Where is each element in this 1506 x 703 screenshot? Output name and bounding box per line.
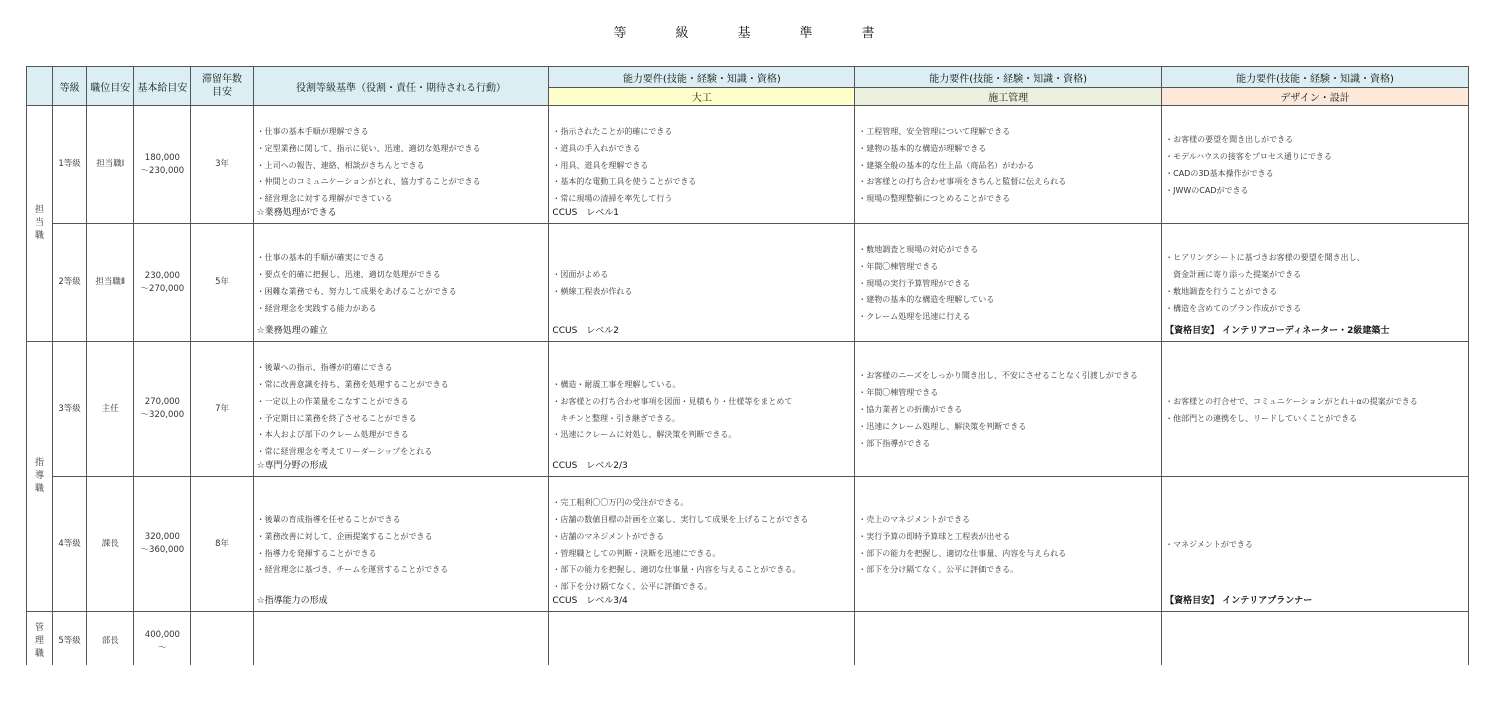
- criteria-item: ・基本的な電動工具を使うことができる: [552, 177, 697, 187]
- criteria-item: ・指示されたことが的確にできる: [552, 126, 673, 136]
- daiku-criteria-cell: [549, 106, 855, 224]
- design-criteria-cell: [1162, 342, 1469, 477]
- seko-criteria-cell: [855, 612, 1162, 672]
- page-title: 等 級 基 準 書: [613, 26, 893, 41]
- design-criteria-cell: [1162, 224, 1469, 342]
- role-criteria-footnote: ☆指導能力の形成: [256, 596, 328, 607]
- job-category-char: 当: [35, 218, 45, 228]
- design-criteria-list: [1162, 129, 1468, 200]
- seko-criteria-cell: [855, 342, 1162, 477]
- table-row: [27, 342, 1469, 477]
- criteria-item: ・本人および部下のクレーム処理ができる: [256, 430, 409, 440]
- design-criteria-cell: [1162, 106, 1469, 224]
- criteria-item: キチンと整理・引き継ぎできる。: [552, 413, 681, 423]
- daiku-criteria-cell: [549, 477, 855, 612]
- daiku-criteria-footnote: CCUS レベル2: [552, 326, 620, 337]
- job-category-cell: [27, 342, 53, 612]
- criteria-item: ・他部門との連携をし、リードしていくことができる: [1165, 413, 1358, 423]
- header-ability-seko: 能力要件(技能・経験・知識・資格): [855, 67, 1162, 88]
- daiku-criteria-list: [549, 374, 854, 445]
- salary-line: ～230,000: [140, 165, 185, 176]
- position-cell: 担当職Ⅱ: [87, 224, 134, 342]
- criteria-item: ・建築全般の基本的な仕上品（商品名）がわかる: [858, 160, 1035, 170]
- criteria-item: ・常に現場の清掃を率先して行う: [552, 194, 673, 204]
- job-category-char: 担: [35, 205, 45, 215]
- job-category-char: 職: [35, 649, 45, 659]
- years-cell: 7年: [191, 342, 253, 477]
- salary-cell: [134, 342, 191, 477]
- criteria-item: ・お客様との打ち合わせ事項を図面・見積もり・仕様等をまとめて: [552, 396, 793, 406]
- criteria-item: ・上司への報告、連絡、相談がきちんとできる: [256, 160, 425, 170]
- daiku-criteria-cell: [549, 224, 855, 342]
- criteria-item: ・お客様との打ち合わせ事項をきちんと監督に伝えられる: [858, 177, 1067, 187]
- criteria-item: ・一定以上の作業量をこなすことができる: [256, 396, 409, 406]
- salary-line: 230,000: [144, 270, 180, 281]
- criteria-item: ・部下の能力を把握し、適切な仕事量・内容を与えることができる。: [552, 565, 801, 575]
- criteria-item: ・工程管理、安全管理について理解できる: [858, 126, 1011, 136]
- criteria-item: ・敷地調査と現場の対応ができる: [858, 244, 979, 254]
- criteria-item: ・部下を分け隔てなく、公平に評価できる。: [552, 582, 713, 592]
- position-cell: 主任: [87, 342, 134, 477]
- header-blank: [27, 67, 53, 106]
- role-criteria-list: [254, 509, 549, 580]
- criteria-item: ・常に改善意識を持ち、業務を処理することができる: [256, 379, 449, 389]
- criteria-item: ・迅速にクレーム処理し、解決策を判断できる: [858, 421, 1027, 431]
- salary-line: 400,000: [144, 629, 180, 640]
- design-criteria-footnote: 【資格目安】 インテリアコーディネーター・2級建築士: [1165, 326, 1390, 337]
- grade-cell: 1等級: [53, 106, 87, 224]
- criteria-item: ・実行予算の即時予算球と工程表が出せる: [858, 531, 1011, 541]
- job-category-char: 職: [35, 231, 45, 241]
- criteria-item: ・後輩への指示、指導が的確にできる: [256, 362, 393, 372]
- salary-cell: [134, 224, 191, 342]
- criteria-item: ・迅速にクレームに対処し、解決策を判断できる。: [552, 430, 737, 440]
- criteria-item: ・図面がよめる: [552, 270, 609, 280]
- criteria-item: ・経営理念に基づき、チームを運営することができる: [256, 565, 449, 575]
- criteria-item: ・建物の基本的な構造が理解できる: [858, 143, 987, 153]
- salary-line: ～320,000: [140, 410, 185, 420]
- header-role: 役割等級基準（役割・責任・期待される行動）: [253, 67, 549, 106]
- criteria-item: ・用具、道具を理解できる: [552, 160, 649, 170]
- role-criteria-footnote: ☆業務処理の確立: [256, 326, 328, 337]
- salary-cell: [134, 106, 191, 224]
- job-category-char: 導: [35, 471, 45, 481]
- criteria-item: ・モデルハウスの接客をプロセス通りにできる: [1165, 152, 1332, 162]
- criteria-item: ・道具の手入れができる: [552, 143, 641, 153]
- criteria-item: ・常に経営理念を考えてリーダーシップをとれる: [256, 447, 433, 457]
- criteria-item: ・CADの3D基本操作ができる: [1165, 169, 1274, 178]
- seko-criteria-cell: [855, 224, 1162, 342]
- criteria-item: ・要点を的確に把握し、迅速、適切な処理ができる: [256, 270, 441, 280]
- job-category-cell: [27, 612, 53, 672]
- header-ability-daiku: 能力要件(技能・経験・知識・資格): [549, 67, 855, 88]
- criteria-item: ・協力業者との折衝ができる: [858, 405, 963, 415]
- header-position: 職位目安: [87, 67, 134, 106]
- criteria-item: ・部下指導ができる: [858, 438, 931, 448]
- design-criteria-cell: [1162, 477, 1469, 612]
- criteria-item: ・お客様のニーズをしっかり聞き出し、不安にさせることなく引渡しができる: [858, 371, 1138, 381]
- grade-cell: 4等級: [53, 477, 87, 612]
- subheader-daiku: 大工: [549, 88, 855, 106]
- criteria-item: ・予定期日に業務を終了させることができる: [256, 413, 417, 423]
- design-criteria-list: [1162, 534, 1468, 554]
- design-criteria-footnote: 【資格目安】 インテリアプランナー: [1165, 596, 1313, 607]
- header-salary: 基本給目安: [134, 67, 191, 106]
- daiku-criteria-list: [549, 640, 854, 643]
- position-cell: 部長: [87, 612, 134, 672]
- criteria-item: ・クレーム処理を迅速に行える: [858, 312, 971, 322]
- criteria-item: ・現場の整理整頓につとめることができる: [858, 194, 1011, 204]
- job-category-char: 指: [35, 458, 45, 468]
- daiku-criteria-list: [549, 121, 854, 209]
- criteria-item: ・管理職としての判断・決断を迅速にできる。: [552, 548, 721, 558]
- criteria-item: ・年間〇棟管理できる: [858, 388, 939, 398]
- daiku-criteria-footnote: CCUS レベル2/3: [552, 461, 628, 472]
- salary-line: ～: [158, 642, 167, 653]
- salary-line: ～360,000: [140, 545, 185, 555]
- criteria-item: ・JWWのCADができる: [1165, 185, 1249, 195]
- header-years: 滞留年数 目安: [191, 67, 253, 106]
- grade-cell: 3等級: [53, 342, 87, 477]
- role-criteria-list: [254, 640, 549, 643]
- role-criteria-list: [254, 121, 549, 209]
- criteria-item: ・部下を分け隔てなく、公平に評価できる。: [858, 565, 1019, 575]
- criteria-item: ・指導力を発揮することができる: [256, 548, 377, 558]
- role-criteria-cell: [253, 477, 549, 612]
- position-cell: 課長: [87, 477, 134, 612]
- daiku-criteria-cell: [549, 342, 855, 477]
- seko-criteria-list: [855, 121, 1161, 209]
- salary-line: ～270,000: [140, 283, 185, 294]
- header-grade: 等級: [53, 67, 87, 106]
- role-criteria-cell: [253, 342, 549, 477]
- role-criteria-footnote: ☆専門分野の形成: [256, 461, 328, 472]
- criteria-item: ・困難な業務でも、努力して成果をあげることができる: [256, 287, 457, 296]
- criteria-item: ・店舗の数値目標の計画を立案し、実行して成果を上げることができる: [552, 514, 809, 524]
- grade-standards-table: [26, 66, 1469, 672]
- table-row: [27, 224, 1469, 342]
- seko-criteria-cell: [855, 477, 1162, 612]
- criteria-item: ・ヒアリングシートに基づきお客様の要望を聞き出し、: [1165, 253, 1365, 263]
- role-criteria-list: [254, 247, 549, 318]
- table-row: [27, 477, 1469, 612]
- salary-line: 180,000: [144, 152, 180, 163]
- criteria-item: ・お客様の要望を聞き出しができる: [1165, 135, 1294, 145]
- criteria-item: ・売上のマネジメントができる: [858, 514, 971, 524]
- job-category-char: 理: [35, 636, 45, 646]
- salary-cell: [134, 477, 191, 612]
- role-criteria-list: [254, 357, 549, 461]
- criteria-item: ・経営理念に対する理解ができている: [256, 194, 393, 204]
- daiku-criteria-list: [549, 492, 854, 596]
- years-cell: 3年: [191, 106, 253, 224]
- criteria-item: ・業務改善に対して、企画提案することができる: [256, 531, 433, 541]
- design-criteria-list: [1162, 640, 1468, 643]
- criteria-item: ・部下の能力を把握し、適切な仕事量、内容を与えられる: [858, 548, 1067, 558]
- criteria-item: ・後輩の育成指導を任せることができる: [256, 514, 401, 524]
- criteria-item: ・完工粗利〇〇万円の受注ができる。: [552, 497, 689, 507]
- position-cell: 担当職Ⅰ: [87, 106, 134, 224]
- table-row: [27, 612, 1469, 672]
- header-ability-design: 能力要件(技能・経験・知識・資格): [1162, 67, 1469, 88]
- criteria-item: ・構造を含めてのプラン作成ができる: [1165, 303, 1302, 313]
- design-criteria-list: [1162, 391, 1468, 428]
- criteria-item: ・定型業務に関して、指示に従い、迅速、適切な処理ができる: [256, 143, 481, 153]
- criteria-item: ・店舗のマネジメントができる: [552, 531, 665, 541]
- criteria-item: ・マネジメントができる: [1165, 540, 1253, 550]
- salary-line: 320,000: [144, 532, 180, 542]
- criteria-item: ・横線工程表が作れる: [552, 287, 633, 296]
- role-criteria-cell: [253, 224, 549, 342]
- daiku-criteria-footnote: CCUS レベル1: [552, 208, 620, 219]
- role-criteria-cell: [253, 106, 549, 224]
- seko-criteria-list: [855, 509, 1161, 580]
- criteria-item: ・現場の実行予算管理ができる: [858, 278, 971, 288]
- grade-cell: 2等級: [53, 224, 87, 342]
- subheader-design: デザイン・設計: [1162, 88, 1469, 106]
- criteria-item: ・敷地調査を行うことができる: [1165, 287, 1278, 296]
- role-criteria-footnote: ☆業務処理ができる: [256, 208, 337, 219]
- criteria-item: 資金計画に寄り添った提案ができる: [1165, 270, 1302, 280]
- salary-cell: [134, 612, 191, 672]
- design-criteria-cell: [1162, 612, 1469, 672]
- role-criteria-cell: [253, 612, 549, 672]
- seko-criteria-list: [855, 640, 1161, 643]
- criteria-item: ・構造・耐震工事を理解している。: [552, 379, 681, 389]
- salary-line: 270,000: [144, 397, 180, 407]
- job-category-char: 職: [35, 484, 45, 494]
- criteria-item: ・年間〇棟管理できる: [858, 261, 939, 271]
- design-criteria-list: [1162, 247, 1468, 318]
- criteria-item: ・仕事の基本的手順が確実にできる: [256, 253, 385, 263]
- daiku-criteria-list: [549, 264, 854, 301]
- daiku-criteria-footnote: CCUS レベル3/4: [552, 596, 628, 607]
- years-cell: 8年: [191, 477, 253, 612]
- criteria-item: ・経営理念を実践する能力がある: [256, 303, 377, 313]
- criteria-item: ・お客様との打合せで、コミュニケーションがとれ＋αの提案ができる: [1165, 396, 1418, 406]
- seko-criteria-cell: [855, 106, 1162, 224]
- criteria-item: ・仕事の基本手順が理解できる: [256, 126, 369, 136]
- subheader-seko: 施工管理: [855, 88, 1162, 106]
- daiku-criteria-cell: [549, 612, 855, 672]
- seko-criteria-list: [855, 365, 1161, 453]
- job-category-char: 管: [35, 623, 45, 633]
- criteria-item: ・仲間とのコミュニケーションがとれ、協力することができる: [256, 177, 481, 187]
- criteria-item: ・建物の基本的な構造を理解している: [858, 295, 995, 305]
- grade-cell: 5等級: [53, 612, 87, 672]
- seko-criteria-list: [855, 239, 1161, 327]
- job-category-cell: [27, 106, 53, 342]
- table-row: [27, 106, 1469, 224]
- years-cell: 5年: [191, 224, 253, 342]
- years-cell: [191, 612, 253, 672]
- table-body: [27, 106, 1469, 672]
- page-bottom-margin: [0, 665, 1506, 703]
